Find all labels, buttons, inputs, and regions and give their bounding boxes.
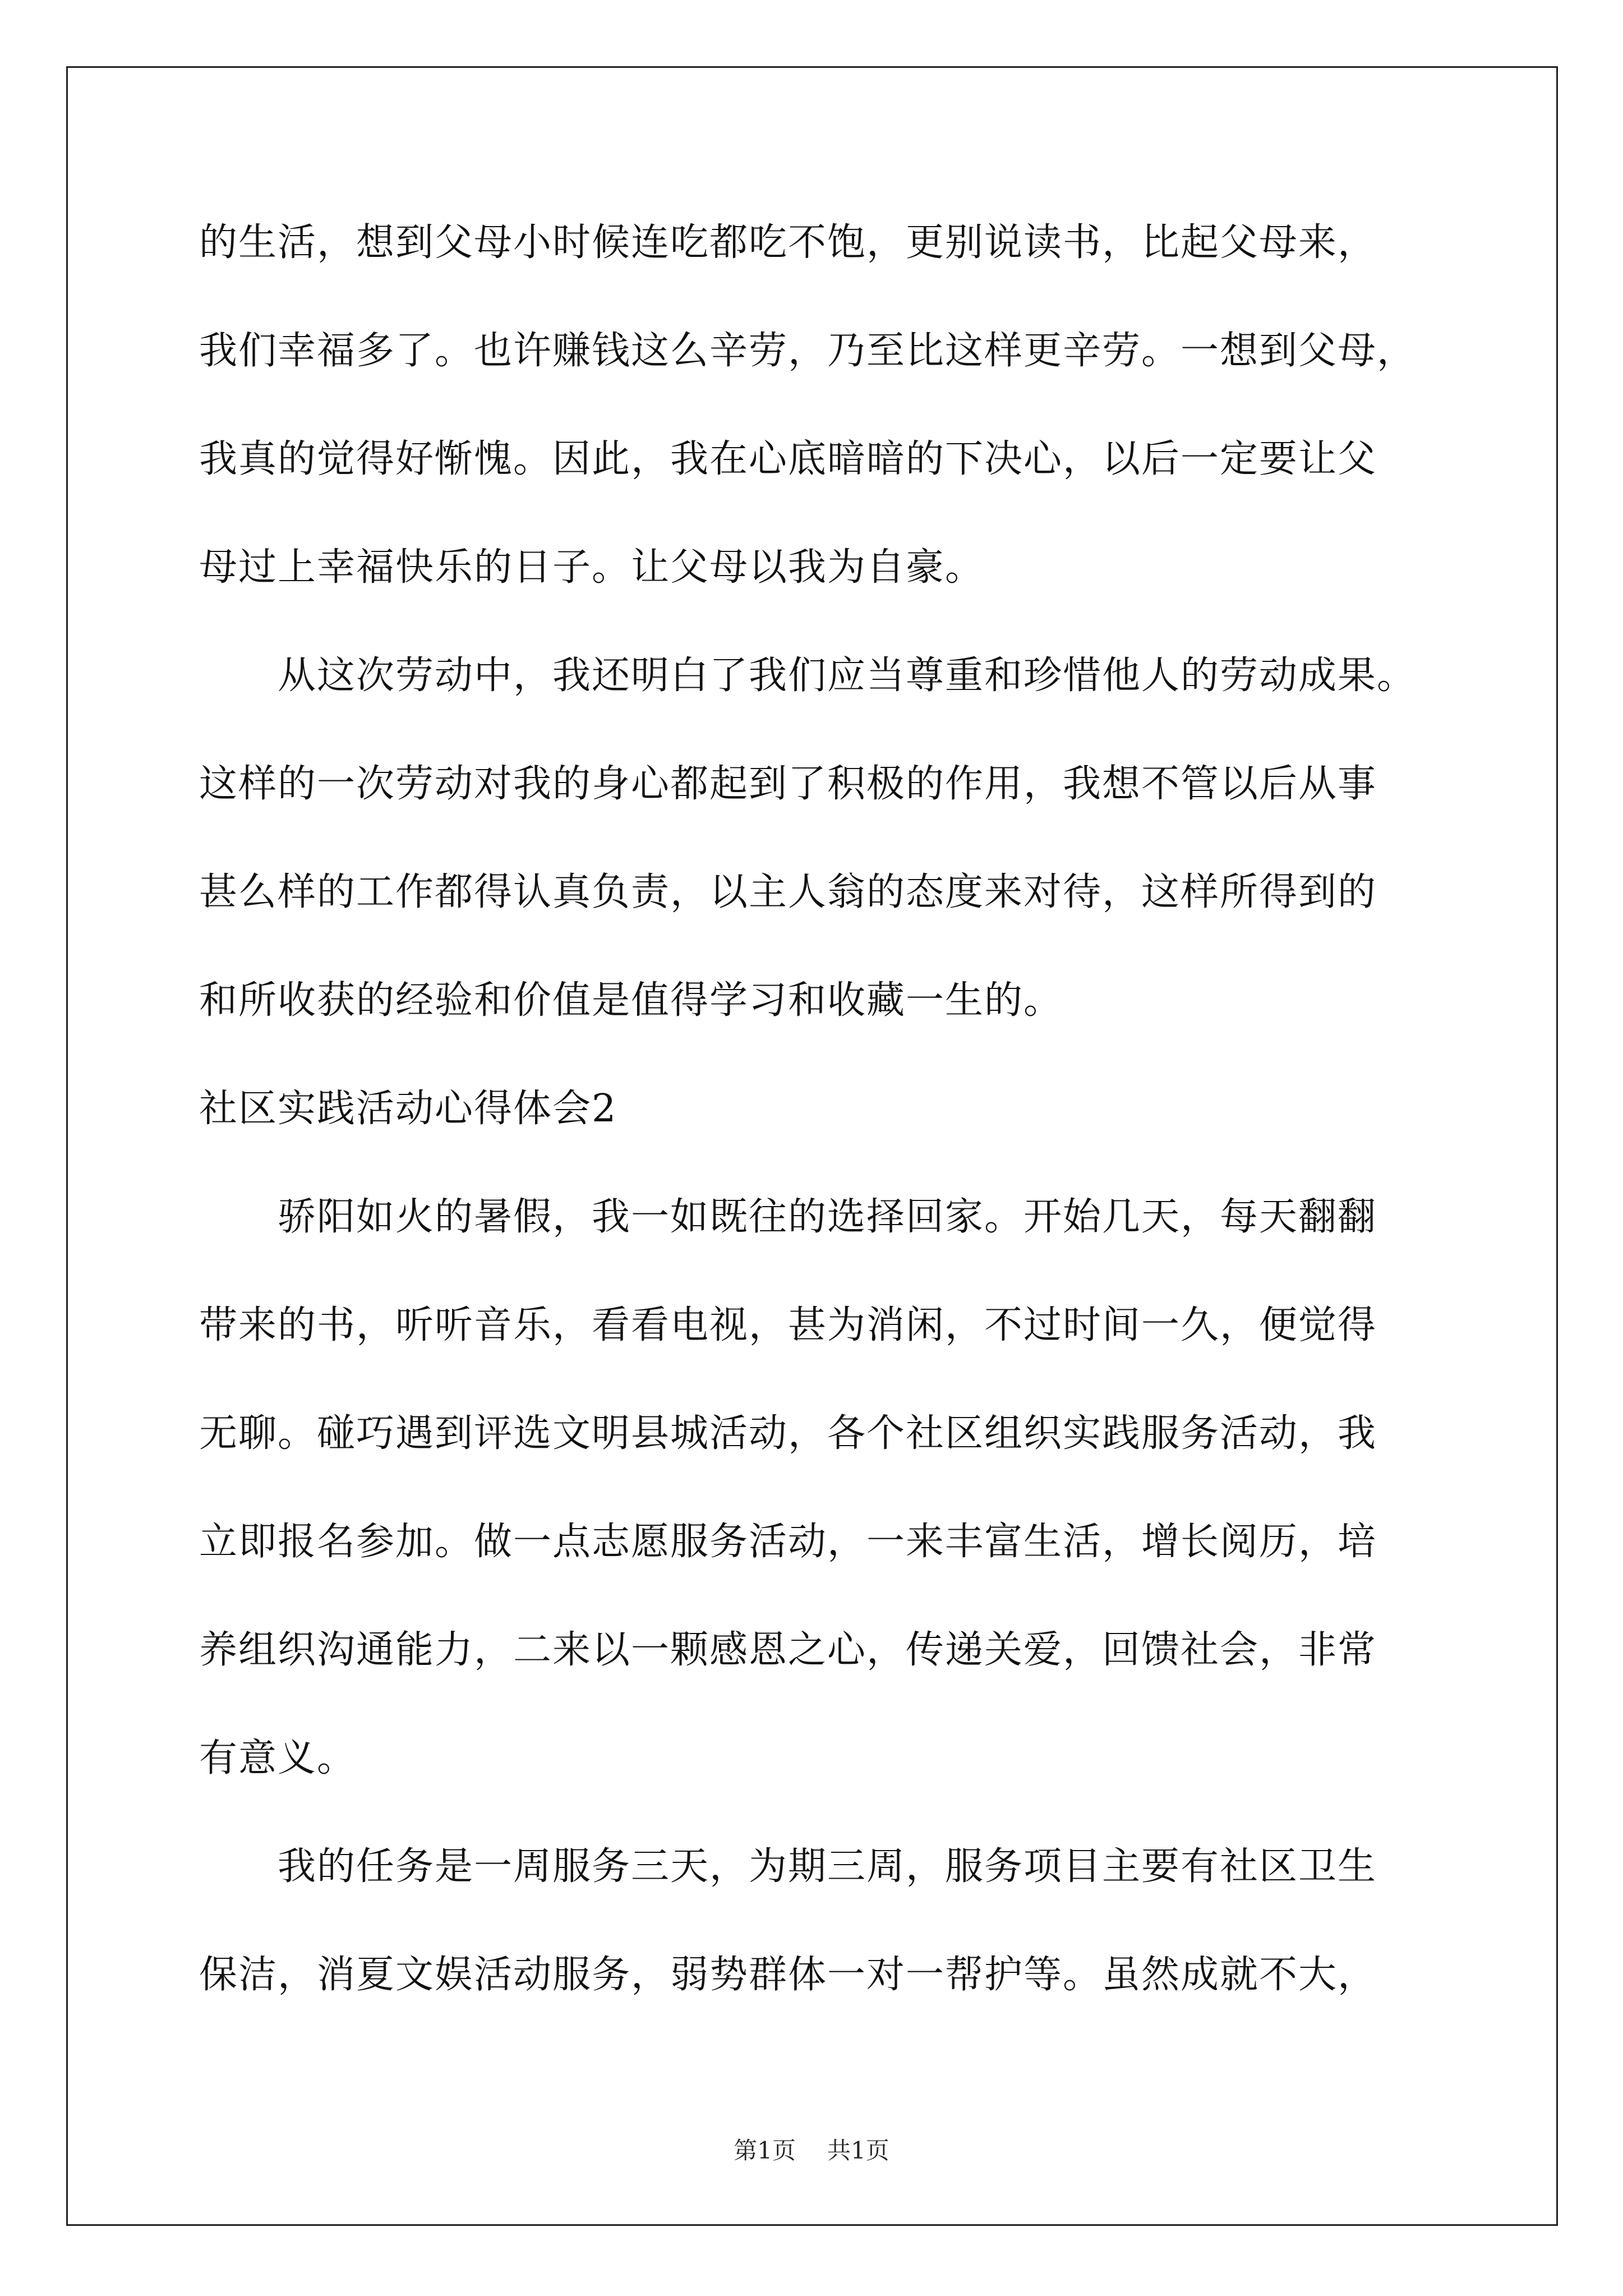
text-line: 骄阳如火的暑假，我一如既往的选择回家。开始几天，每天翻翻 (199, 1195, 1377, 1239)
text-line: 我的任务是一周服务三天，为期三周，服务项目主要有社区卫生 (199, 1844, 1377, 1889)
text-line: 我们幸福多了。也许赚钱这么辛劳，乃至比这样更辛劳。一想到父母， (199, 329, 1417, 373)
section-heading: 社区实践活动心得体会2 (199, 1087, 617, 1131)
page-footer (0, 2135, 1623, 2166)
text-line: 从这次劳动中，我还明白了我们应当尊重和珍惜他人的劳动成果。 (199, 654, 1417, 698)
text-line: 带来的书，听听音乐，看看电视，甚为消闲，不过时间一久，便觉得 (199, 1303, 1377, 1347)
text-line: 保洁，消夏文娱活动服务，弱势群体一对一帮护等。虽然成就不大， (199, 1953, 1377, 1997)
text-line: 这样的一次劳动对我的身心都起到了积极的作用，我想不管以后从事 (199, 762, 1377, 806)
text-line: 的生活，想到父母小时候连吃都吃不饱，更别说读书，比起父母来， (199, 220, 1377, 265)
page-border (66, 66, 1558, 2226)
text-line: 甚么样的工作都得认真负责，以主人翁的态度来对待，这样所得到的 (199, 870, 1377, 914)
text-line: 和所收获的经验和价值是值得学习和收藏一生的。 (199, 978, 1063, 1023)
text-line: 养组织沟通能力，二来以一颗感恩之心，传递关爱，回馈社会，非常 (199, 1628, 1377, 1672)
text-line: 我真的觉得好惭愧。因此，我在心底暗暗的下决心，以后一定要让父 (199, 437, 1377, 481)
page-number: 第1页 (734, 2137, 796, 2164)
text-line: 有意义。 (199, 1736, 357, 1780)
text-line: 母过上幸福快乐的日子。让父母以我为自豪。 (199, 545, 985, 590)
page-total: 共1页 (827, 2137, 889, 2164)
text-line: 立即报名参加。做一点志愿服务活动，一来丰富生活，增长阅历，培 (199, 1520, 1377, 1564)
text-line: 无聊。碰巧遇到评选文明县城活动，各个社区组织实践服务活动，我 (199, 1411, 1377, 1456)
